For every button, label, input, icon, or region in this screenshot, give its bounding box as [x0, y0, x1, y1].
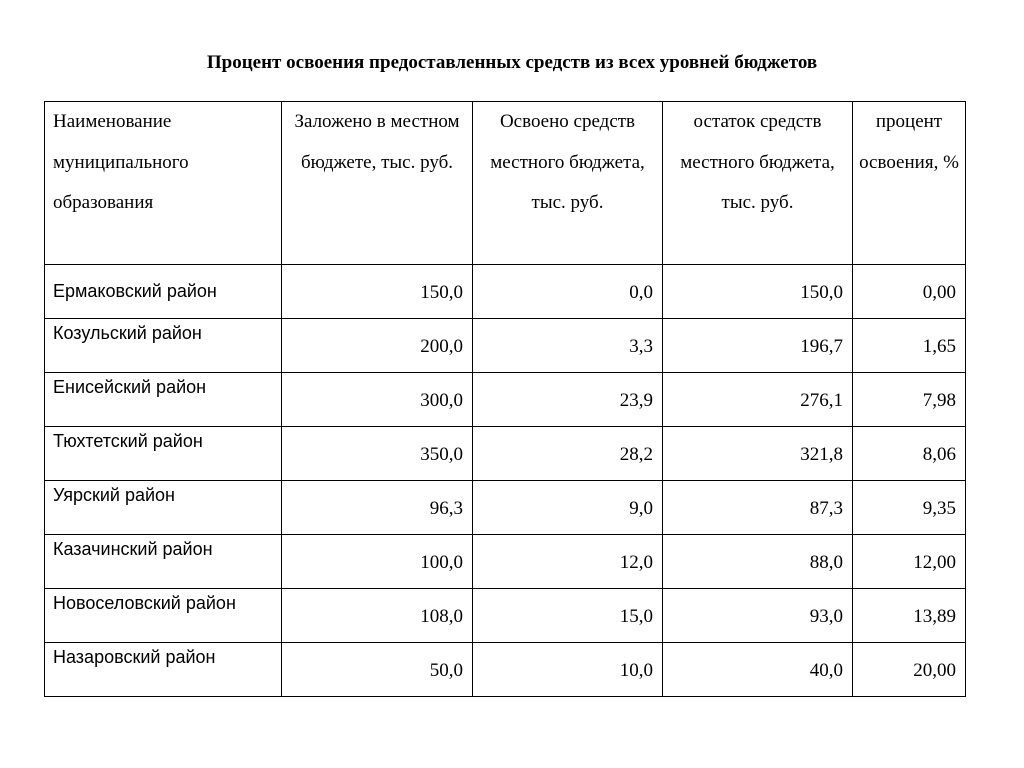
municipality-name: Козульский район — [53, 323, 202, 343]
municipality-cell — [45, 319, 282, 373]
header-percent: процент освоения, % — [853, 102, 966, 265]
percent-cell: 1,65 — [853, 319, 966, 373]
spent-cell: 15,0 — [473, 589, 663, 643]
percent-cell: 9,35 — [853, 481, 966, 535]
percent-cell: 7,98 — [853, 373, 966, 427]
planned-cell: 300,0 — [282, 373, 473, 427]
municipality-name: Уярский район — [53, 485, 176, 505]
spent-cell: 28,2 — [473, 427, 663, 481]
municipality-cell — [45, 427, 282, 481]
planned-cell: 50,0 — [282, 643, 473, 697]
header-spent: Освоено средств местного бюджета, тыс. руб. — [473, 102, 663, 265]
municipality-name: Ермаковский район — [53, 281, 217, 301]
remaining-cell: 40,0 — [663, 643, 853, 697]
planned-cell: 96,3 — [282, 481, 473, 535]
remaining-cell: 196,7 — [663, 319, 853, 373]
budget-table — [44, 101, 966, 697]
page-title: Процент освоения предоставленных средств из всех уровней бюджетов — [206, 52, 818, 73]
table-row — [45, 535, 966, 589]
table-row — [45, 319, 966, 373]
municipality-name: Тюхтетский район — [53, 431, 203, 451]
table-row — [45, 643, 966, 697]
municipality-name: Новоселовский район — [53, 593, 236, 613]
spent-cell: 0,0 — [473, 265, 663, 319]
table-row — [45, 373, 966, 427]
remaining-cell: 150,0 — [663, 265, 853, 319]
municipality-cell — [45, 535, 282, 589]
municipality-cell — [45, 643, 282, 697]
spent-cell: 3,3 — [473, 319, 663, 373]
header-remaining: остаток средств местного бюджета, тыс. руб. — [663, 102, 853, 265]
table-header-row — [45, 102, 966, 265]
planned-cell: 350,0 — [282, 427, 473, 481]
spent-cell: 12,0 — [473, 535, 663, 589]
remaining-cell: 88,0 — [663, 535, 853, 589]
percent-cell: 13,89 — [853, 589, 966, 643]
table-row — [45, 481, 966, 535]
planned-cell: 200,0 — [282, 319, 473, 373]
percent-cell: 12,00 — [853, 535, 966, 589]
percent-cell: 8,06 — [853, 427, 966, 481]
percent-cell: 0,00 — [853, 265, 966, 319]
remaining-cell: 276,1 — [663, 373, 853, 427]
remaining-cell: 321,8 — [663, 427, 853, 481]
planned-cell: 100,0 — [282, 535, 473, 589]
spent-cell: 9,0 — [473, 481, 663, 535]
municipality-cell — [45, 373, 282, 427]
table-row — [45, 265, 966, 319]
spent-cell: 23,9 — [473, 373, 663, 427]
table-row — [45, 427, 966, 481]
municipality-cell — [45, 265, 282, 319]
municipality-cell — [45, 481, 282, 535]
municipality-cell — [45, 589, 282, 643]
header-planned: Заложено в местном бюджете, тыс. руб. — [282, 102, 473, 265]
municipality-name: Назаровский район — [53, 647, 216, 667]
municipality-name: Енисейский район — [53, 377, 207, 397]
planned-cell: 108,0 — [282, 589, 473, 643]
header-municipality: Наименование муниципального образования — [45, 102, 282, 265]
spent-cell: 10,0 — [473, 643, 663, 697]
table-row — [45, 589, 966, 643]
percent-cell: 20,00 — [853, 643, 966, 697]
planned-cell: 150,0 — [282, 265, 473, 319]
municipality-name: Казачинский район — [53, 539, 213, 559]
remaining-cell: 93,0 — [663, 589, 853, 643]
remaining-cell: 87,3 — [663, 481, 853, 535]
